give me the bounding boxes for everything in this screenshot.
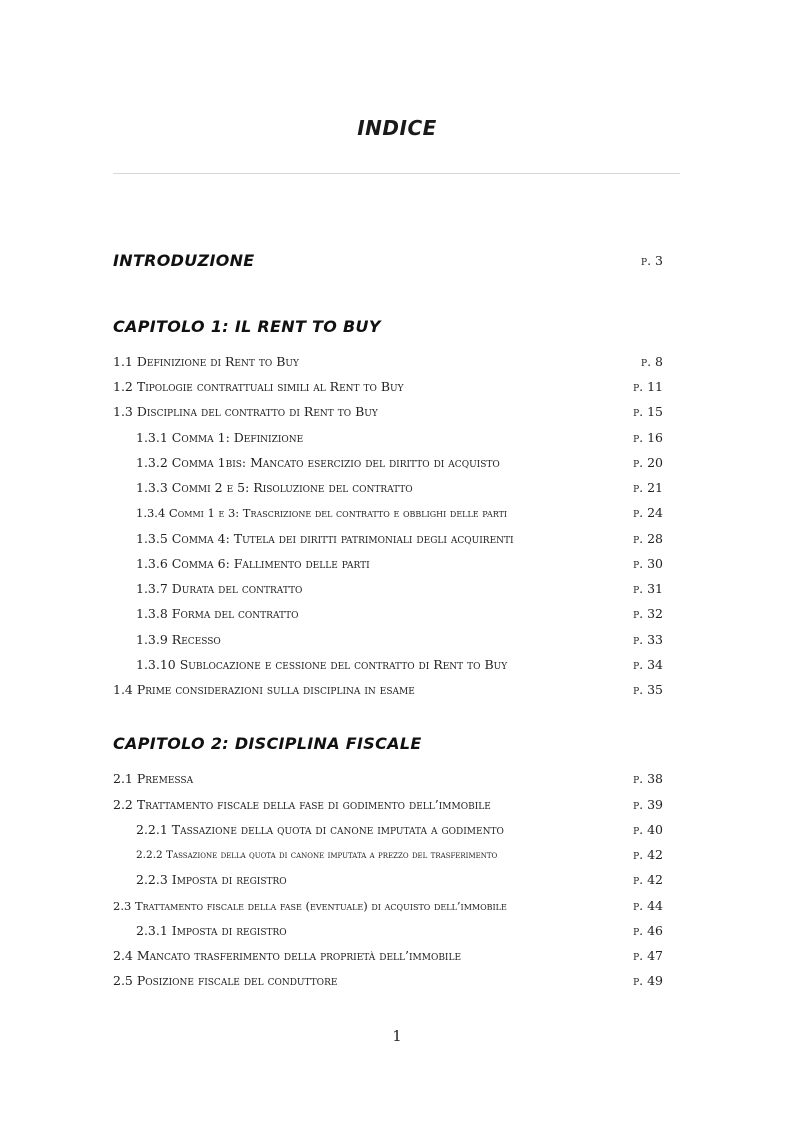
toc-entry[interactable] <box>113 947 663 965</box>
toc-introduction[interactable] <box>113 250 663 272</box>
toc-entry-page: p. 33 <box>633 632 663 647</box>
toc-subentry[interactable] <box>113 605 663 623</box>
toc-entry-page: p. 32 <box>633 606 663 621</box>
toc-entry-label: 1.4 Prime considerazioni sulla disciplina in esame <box>113 682 415 697</box>
toc-entry[interactable] <box>113 897 663 915</box>
toc-subentry[interactable] <box>113 429 663 447</box>
toc-entry-page: p. 28 <box>633 531 663 546</box>
toc-entry-page: p. 42 <box>633 872 663 887</box>
toc-entry-page: p. 42 <box>633 847 663 862</box>
toc-subentry[interactable] <box>113 530 663 548</box>
page-title: INDICE <box>357 116 437 140</box>
toc-entry-label: 1.3.2 Comma 1bis: Mancato esercizio del diritto di acquisto <box>136 455 500 470</box>
toc-subentry[interactable] <box>113 580 663 598</box>
toc-subentry[interactable] <box>113 479 663 497</box>
page-number: 1 <box>392 1027 402 1045</box>
toc-entry-label: 2.2.3 Imposta di registro <box>136 872 287 887</box>
toc-subentry[interactable] <box>113 555 663 573</box>
toc-subentry[interactable] <box>113 656 663 674</box>
toc-entry-label: 1.3 Disciplina del contratto di Rent to Buy <box>113 404 378 419</box>
toc-entry-page: p. 34 <box>633 657 663 672</box>
toc-entry[interactable] <box>113 972 663 990</box>
toc-subentry[interactable] <box>113 846 663 864</box>
toc-entry-label: 1.2 Tipologie contrattuali simili al Rent to Buy <box>113 379 404 394</box>
toc-entry-page: p. 20 <box>633 455 663 470</box>
toc-entry-page: p. 38 <box>633 771 663 786</box>
toc-entry-label: 2.1 Premessa <box>113 771 194 786</box>
toc-entry[interactable] <box>113 681 663 699</box>
toc-introduction-page: p. 3 <box>641 253 663 268</box>
toc-subentry[interactable] <box>113 922 663 940</box>
toc-entry-page: p. 40 <box>633 822 663 837</box>
toc-entry-page: p. 47 <box>633 948 663 963</box>
toc-entry-label: 1.3.1 Comma 1: Definizione <box>136 430 304 445</box>
toc-entry-page: p. 30 <box>633 556 663 571</box>
toc-chapter-2-heading[interactable] <box>113 733 663 755</box>
toc-entry-label: 2.3.1 Imposta di registro <box>136 923 287 938</box>
toc-entry-label: 1.3.7 Durata del contratto <box>136 581 303 596</box>
toc-entry-page: p. 11 <box>633 379 663 394</box>
toc-entry-label: 2.2 Trattamento fiscale della fase di godimento dell’immobile <box>113 797 491 812</box>
toc-entry-page: p. 15 <box>633 404 663 419</box>
toc-chapter-1-heading[interactable] <box>113 316 663 338</box>
toc-entry[interactable] <box>113 353 663 371</box>
toc-introduction-label: INTRODUZIONE <box>113 251 255 270</box>
toc-subentry[interactable] <box>113 504 663 522</box>
toc-entry-label: 1.3.6 Comma 6: Fallimento delle parti <box>136 556 370 571</box>
toc-entry-page: p. 24 <box>633 505 663 520</box>
toc-entry-page: p. 49 <box>633 973 663 988</box>
toc-entry-page: p. 8 <box>641 354 663 369</box>
toc-entry-label: 1.3.9 Recesso <box>136 632 221 647</box>
toc-entry-page: p. 46 <box>633 923 663 938</box>
toc-subentry[interactable] <box>113 631 663 649</box>
toc-entry-page: p. 21 <box>633 480 663 495</box>
toc-entry[interactable] <box>113 378 663 396</box>
toc-entry-label: 1.3.3 Commi 2 e 5: Risoluzione del contratto <box>136 480 413 495</box>
toc-entry-label: 1.3.8 Forma del contratto <box>136 606 299 621</box>
toc-entry-label: 1.3.4 Commi 1 e 3: Trascrizione del contratto e obblighi delle parti <box>136 506 508 520</box>
toc-entry[interactable] <box>113 796 663 814</box>
toc-entry-page: p. 31 <box>633 581 663 596</box>
toc-entry-page: p. 16 <box>633 430 663 445</box>
toc-chapter-1-title: CAPITOLO 1: IL RENT TO BUY <box>113 317 381 336</box>
toc-chapter-2-title: CAPITOLO 2: DISCIPLINA FISCALE <box>113 734 422 753</box>
toc-entry-label: 2.2.1 Tassazione della quota di canone imputata a godimento <box>136 822 504 837</box>
toc-entry[interactable] <box>113 770 663 788</box>
toc-entry-page: p. 44 <box>633 898 663 913</box>
title-divider <box>113 173 680 174</box>
toc-entry-page: p. 35 <box>633 682 663 697</box>
toc-entry-label: 1.3.10 Sublocazione e cessione del contratto di Rent to Buy <box>136 657 508 672</box>
toc-entry-label: 1.1 Definizione di Rent to Buy <box>113 354 299 369</box>
toc-subentry[interactable] <box>113 454 663 472</box>
toc-entry-label: 1.3.5 Comma 4: Tutela dei diritti patrimoniali degli acquirenti <box>136 531 514 546</box>
toc-entry[interactable] <box>113 403 663 421</box>
toc-entry-label: 2.5 Posizione fiscale del conduttore <box>113 973 338 988</box>
toc-entry-label: 2.3 Trattamento fiscale della fase (eventuale) di acquisto dell’immobile <box>113 899 507 913</box>
toc-entry-label: 2.4 Mancato trasferimento della proprietà dell’immobile <box>113 948 462 963</box>
toc-entry-page: p. 39 <box>633 797 663 812</box>
toc-subentry[interactable] <box>113 871 663 889</box>
toc-entry-label: 2.2.2 Tassazione della quota di canone imputata a prezzo del trasferimento <box>136 849 498 861</box>
toc-subentry[interactable] <box>113 821 663 839</box>
